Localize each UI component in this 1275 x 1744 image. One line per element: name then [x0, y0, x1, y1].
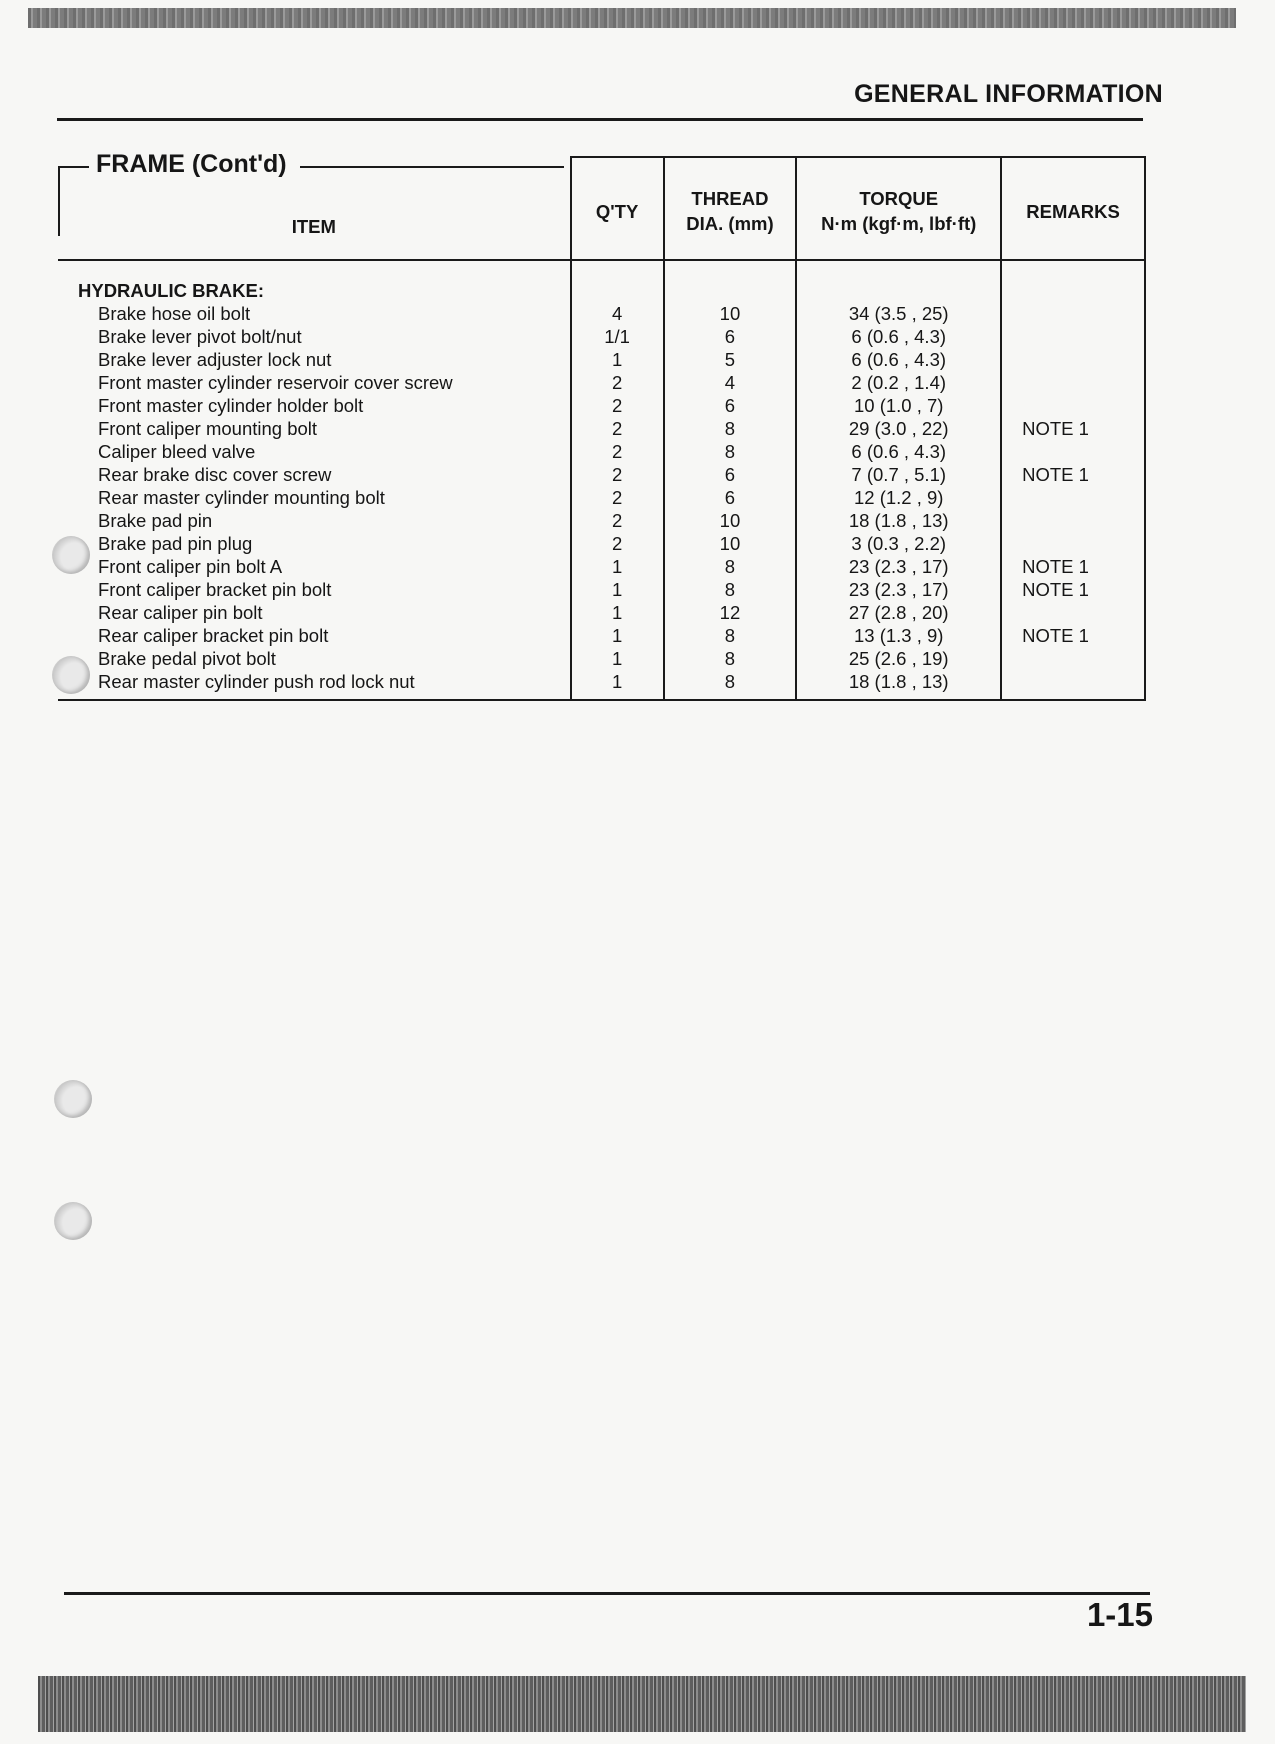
- row-item-cell: [58, 601, 571, 624]
- row-item-cell: [58, 555, 571, 578]
- row-thread: 8: [664, 417, 797, 440]
- header-item: ITEM: [58, 157, 571, 260]
- row-thread: 6: [664, 394, 797, 417]
- row-qty: 1: [571, 578, 664, 601]
- page-header-title: GENERAL INFORMATION: [854, 80, 1163, 108]
- row-item: Rear brake disc cover screw: [98, 464, 332, 485]
- row-torque: 7 (0.7 , 5.1): [796, 463, 1001, 486]
- row-item-cell: [58, 417, 571, 440]
- row-torque: 2 (0.2 , 1.4): [796, 371, 1001, 394]
- row-remarks: [1001, 509, 1145, 532]
- row-thread: 8: [664, 578, 797, 601]
- table-row: [58, 486, 1145, 509]
- row-item: Rear master cylinder mounting bolt: [98, 487, 385, 508]
- row-thread: 6: [664, 486, 797, 509]
- row-qty: 2: [571, 371, 664, 394]
- table-row: [58, 532, 1145, 555]
- table-row: [58, 394, 1145, 417]
- row-item-cell: [58, 647, 571, 670]
- row-qty: 4: [571, 302, 664, 325]
- row-thread: 10: [664, 532, 797, 555]
- row-torque: 25 (2.6 , 19): [796, 647, 1001, 670]
- row-item-cell: [58, 532, 571, 555]
- row-torque: 29 (3.0 , 22): [796, 417, 1001, 440]
- row-torque: 27 (2.8 , 20): [796, 601, 1001, 624]
- binder-hole-mark: [52, 536, 90, 574]
- row-item: Front master cylinder holder bolt: [98, 395, 364, 416]
- row-qty: 2: [571, 463, 664, 486]
- binder-hole-mark: [52, 656, 90, 694]
- empty-cell: [1001, 260, 1145, 302]
- row-item-cell: [58, 486, 571, 509]
- section-title: FRAME (Cont'd): [90, 150, 293, 179]
- row-item-cell: [58, 509, 571, 532]
- row-thread: 12: [664, 601, 797, 624]
- row-torque: 3 (0.3 , 2.2): [796, 532, 1001, 555]
- row-item-cell: [58, 371, 571, 394]
- header-thread: [664, 157, 797, 260]
- row-remarks: [1001, 371, 1145, 394]
- table-row: [58, 348, 1145, 371]
- empty-cell: [571, 260, 664, 302]
- row-remarks: NOTE 1: [1001, 555, 1145, 578]
- row-item-cell: [58, 325, 571, 348]
- row-remarks: [1001, 532, 1145, 555]
- row-torque: 12 (1.2 , 9): [796, 486, 1001, 509]
- row-item: Brake lever adjuster lock nut: [98, 349, 332, 370]
- scan-edge-bottom: [38, 1676, 1246, 1732]
- table-row: [58, 624, 1145, 647]
- row-torque: 13 (1.3 , 9): [796, 624, 1001, 647]
- row-item-cell: [58, 578, 571, 601]
- row-item: Front master cylinder reservoir cover screw: [98, 372, 453, 393]
- table-group-row: [58, 260, 1145, 302]
- row-item-cell: [58, 394, 571, 417]
- row-remarks: [1001, 670, 1145, 700]
- table-row: [58, 647, 1145, 670]
- row-thread: 8: [664, 555, 797, 578]
- table-row: [58, 417, 1145, 440]
- scan-edge-top: [28, 8, 1236, 28]
- header-qty: Q'TY: [571, 157, 664, 260]
- header-rule: [57, 118, 1143, 121]
- section-frame-tick: [59, 166, 89, 168]
- row-qty: 2: [571, 394, 664, 417]
- row-thread: 10: [664, 509, 797, 532]
- row-qty: 1: [571, 647, 664, 670]
- row-item: Front caliper mounting bolt: [98, 418, 318, 439]
- header-thread-line2: DIA. (mm): [686, 213, 774, 234]
- torque-spec-table: [58, 156, 1146, 701]
- row-item-cell: [58, 624, 571, 647]
- row-qty: 2: [571, 486, 664, 509]
- row-item: Brake pad pin: [98, 510, 213, 531]
- row-qty: 2: [571, 509, 664, 532]
- header-torque: [796, 157, 1001, 260]
- table-body: [58, 260, 1145, 700]
- row-remarks: [1001, 486, 1145, 509]
- table-row: [58, 302, 1145, 325]
- binder-hole-mark: [54, 1202, 92, 1240]
- row-torque: 23 (2.3 , 17): [796, 578, 1001, 601]
- row-thread: 8: [664, 647, 797, 670]
- row-qty: 1/1: [571, 325, 664, 348]
- table-row: [58, 555, 1145, 578]
- footer-rule: [64, 1592, 1150, 1595]
- row-torque: 6 (0.6 , 4.3): [796, 325, 1001, 348]
- row-torque: 6 (0.6 , 4.3): [796, 440, 1001, 463]
- row-torque: 10 (1.0 , 7): [796, 394, 1001, 417]
- empty-cell: [796, 260, 1001, 302]
- row-item: Brake hose oil bolt: [98, 303, 251, 324]
- row-qty: 1: [571, 555, 664, 578]
- row-item-cell: [58, 348, 571, 371]
- row-qty: 1: [571, 624, 664, 647]
- row-item: Front caliper bracket pin bolt: [98, 579, 332, 600]
- row-thread: 4: [664, 371, 797, 394]
- row-remarks: [1001, 647, 1145, 670]
- row-qty: 1: [571, 601, 664, 624]
- row-item: Caliper bleed valve: [98, 441, 256, 462]
- empty-cell: [664, 260, 797, 302]
- row-torque: 18 (1.8 , 13): [796, 670, 1001, 700]
- row-remarks: NOTE 1: [1001, 463, 1145, 486]
- table-row: [58, 601, 1145, 624]
- row-thread: 6: [664, 325, 797, 348]
- row-item-cell: [58, 670, 571, 700]
- binder-hole-mark: [54, 1080, 92, 1118]
- row-remarks: NOTE 1: [1001, 417, 1145, 440]
- row-item: Front caliper pin bolt A: [98, 556, 283, 577]
- row-remarks: [1001, 302, 1145, 325]
- row-remarks: NOTE 1: [1001, 624, 1145, 647]
- row-torque: 23 (2.3 , 17): [796, 555, 1001, 578]
- row-qty: 1: [571, 348, 664, 371]
- row-item: Brake lever pivot bolt/nut: [98, 326, 302, 347]
- header-thread-line1: THREAD: [691, 188, 769, 209]
- row-qty: 1: [571, 670, 664, 700]
- row-item: Rear master cylinder push rod lock nut: [98, 671, 415, 692]
- row-qty: 2: [571, 417, 664, 440]
- row-remarks: [1001, 440, 1145, 463]
- row-item: Brake pedal pivot bolt: [98, 648, 276, 669]
- row-item: Rear caliper pin bolt: [98, 602, 263, 623]
- table-row: [58, 325, 1145, 348]
- row-remarks: [1001, 325, 1145, 348]
- row-torque: 6 (0.6 , 4.3): [796, 348, 1001, 371]
- row-item-cell: [58, 440, 571, 463]
- row-thread: 5: [664, 348, 797, 371]
- row-qty: 2: [571, 532, 664, 555]
- row-item-cell: [58, 302, 571, 325]
- row-remarks: NOTE 1: [1001, 578, 1145, 601]
- row-thread: 8: [664, 440, 797, 463]
- row-qty: 2: [571, 440, 664, 463]
- table-row: [58, 509, 1145, 532]
- row-remarks: [1001, 601, 1145, 624]
- row-remarks: [1001, 348, 1145, 371]
- table-row: [58, 463, 1145, 486]
- header-torque-line2: N·m (kgf·m, lbf·ft): [821, 213, 977, 234]
- row-torque: 34 (3.5 , 25): [796, 302, 1001, 325]
- header-remarks: REMARKS: [1001, 157, 1145, 260]
- row-remarks: [1001, 394, 1145, 417]
- row-thread: 10: [664, 302, 797, 325]
- group-label: HYDRAULIC BRAKE:: [58, 260, 571, 302]
- row-thread: 8: [664, 624, 797, 647]
- row-item: Brake pad pin plug: [98, 533, 253, 554]
- header-torque-line1: TORQUE: [859, 188, 939, 209]
- table-row: [58, 371, 1145, 394]
- row-item: Rear caliper bracket pin bolt: [98, 625, 329, 646]
- table-row: [58, 440, 1145, 463]
- row-item-cell: [58, 463, 571, 486]
- row-thread: 6: [664, 463, 797, 486]
- row-thread: 8: [664, 670, 797, 700]
- table-row: [58, 578, 1145, 601]
- page-number: 1-15: [1086, 1596, 1153, 1633]
- row-torque: 18 (1.8 , 13): [796, 509, 1001, 532]
- table-row: [58, 670, 1145, 700]
